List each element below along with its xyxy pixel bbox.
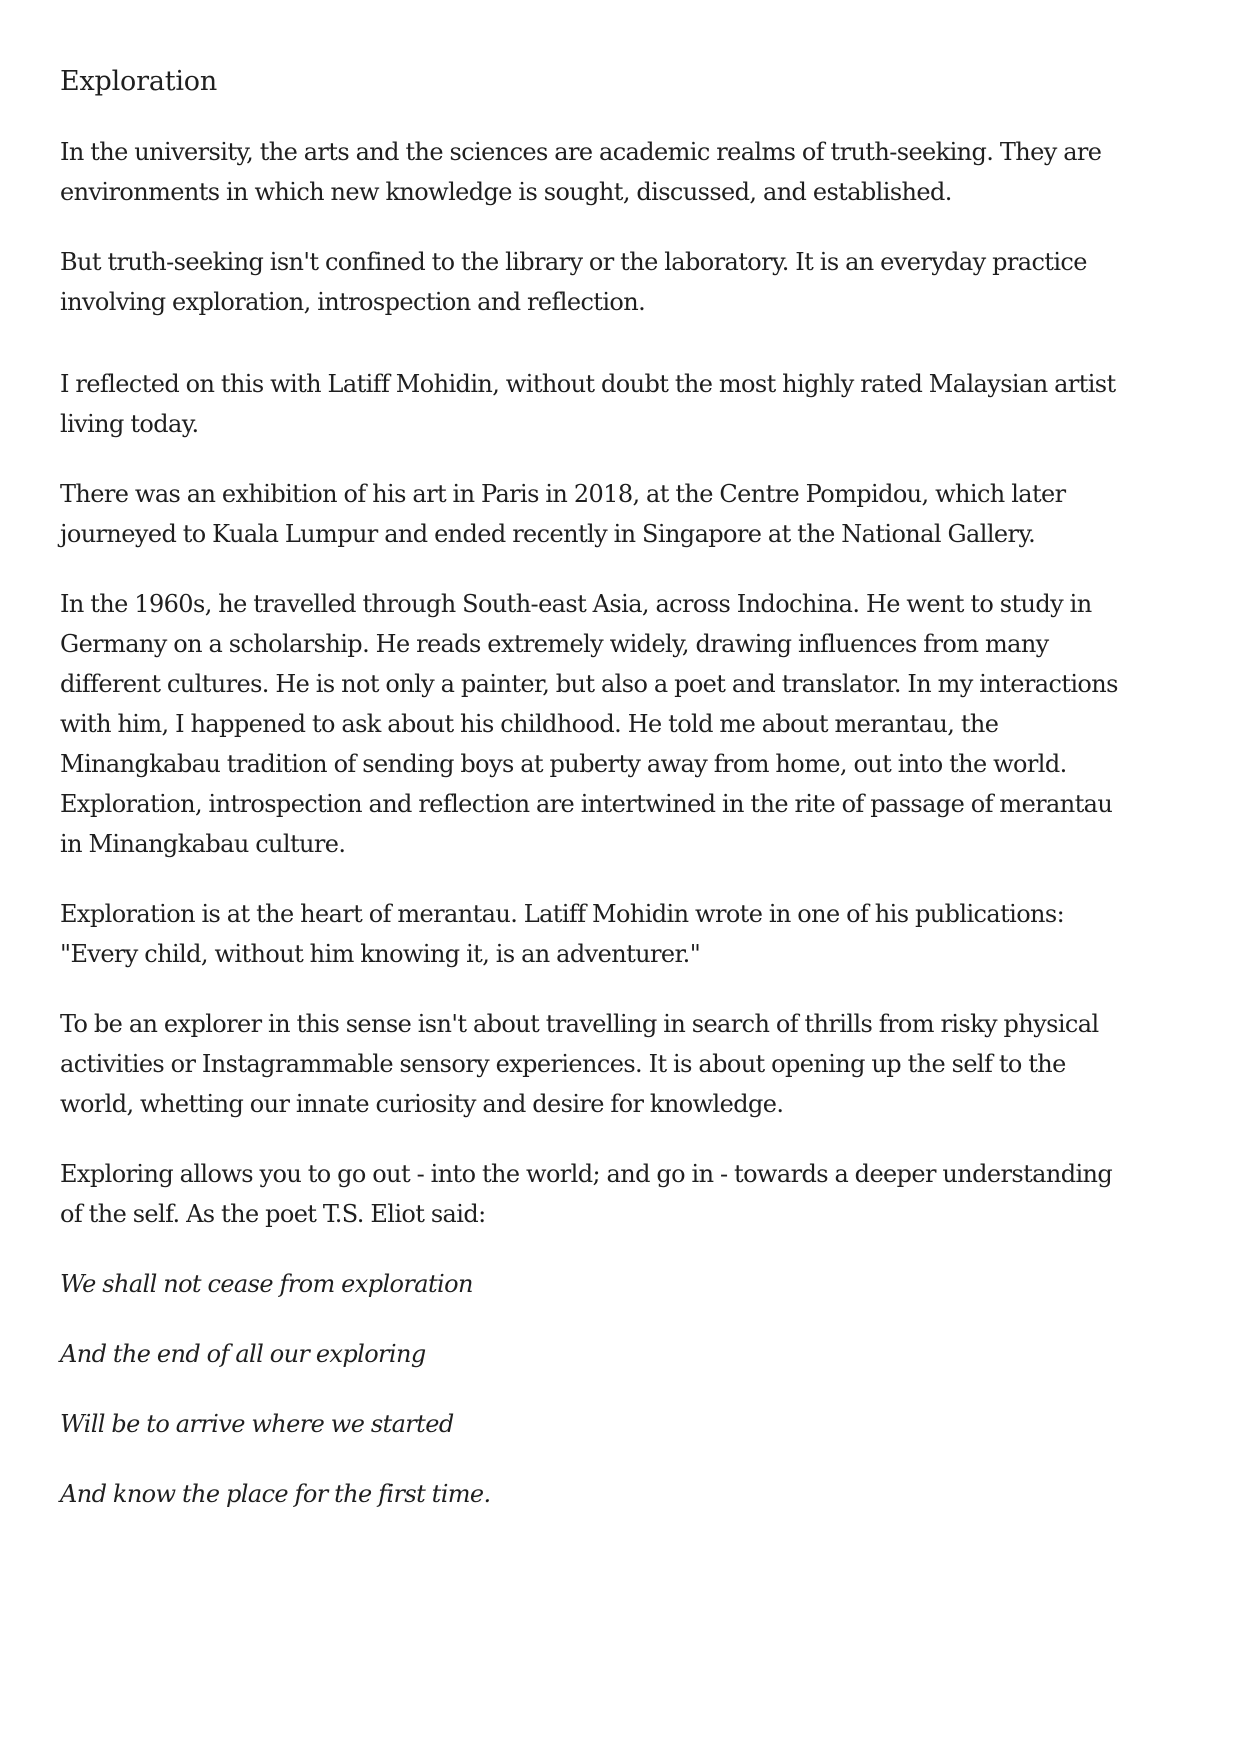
article-body [60,62,1120,1544]
paragraph-merantau-background: In the 1960s, he travelled through South-east Asia, across Indochina. He went to study in Germany on a scholarship. He reads extremely widely, drawing influences from many different cultures. He is not only a painter, but also a poet and translator. In my interactions with him, I happened to ask about his childhood. He told me about merantau, the Minangkabau tradition of sending boys at puberty away from home, out into the world. Exploration, introspection and reflection are intertwined in the rite of passage of merantau in Minangkabau culture. [60,590,1118,858]
verse-line-1: We shall not cease from exploration [60,1270,473,1298]
paragraph-adventurer-quote: Exploration is at the heart of merantau. Latiff Mohidin wrote in one of his publications: "Every child, without him knowing it, is an adventurer." [60,900,1065,968]
verse-line-3: Will be to arrive where we started [60,1410,454,1438]
paragraph-explorer-sense: To be an explorer in this sense isn't about travelling in search of thrills from risky physical activities or Instagrammable sensory experiences. It is about opening up the self to the world, whetting our innate curiosity and desire for knowledge. [60,1010,1099,1118]
section-heading: Exploration [60,66,218,97]
paragraph-eliot-intro: Exploring allows you to go out - into the world; and go in - towards a deeper understanding of the self. As the poet T.S. Eliot said: [60,1160,1113,1228]
paragraph-truth-seeking: In the university, the arts and the sciences are academic realms of truth-seeking. They are environments in which new knowledge is sought, discussed, and established. [60,138,1102,206]
paragraph-latiff-mohidin: I reflected on this with Latiff Mohidin, without doubt the most highly rated Malaysian artist living today. [60,370,1116,438]
paragraph-everyday-practice: But truth-seeking isn't confined to the library or the laboratory. It is an everyday practice involving exploration, introspection and reflection. [60,248,1087,316]
verse-line-4: And know the place for the first time. [60,1480,491,1508]
paragraph-exhibition: There was an exhibition of his art in Paris in 2018, at the Centre Pompidou, which later journeyed to Kuala Lumpur and ended recently in Singapore at the National Gallery. [60,480,1066,548]
verse-line-2: And the end of all our exploring [60,1340,426,1368]
